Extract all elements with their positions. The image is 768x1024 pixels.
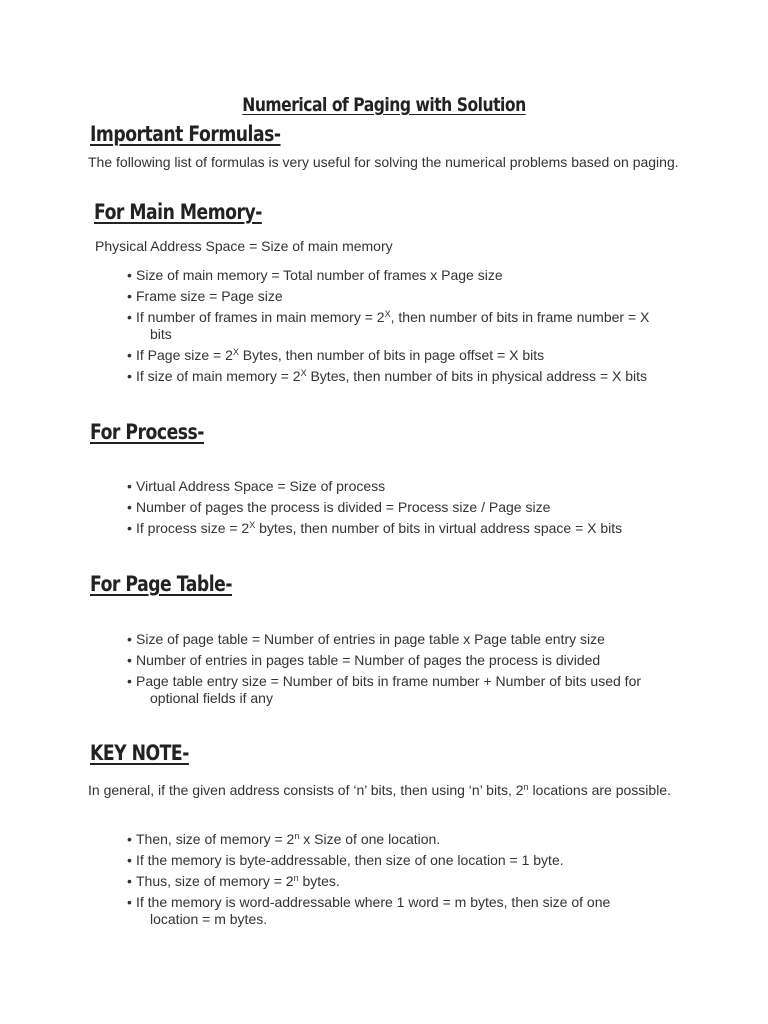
bullet-item <box>127 894 687 928</box>
bullet-text-sup: n <box>293 873 299 883</box>
bullet-text-continuation: bits <box>150 326 172 342</box>
key-note-intro-sup: n <box>523 782 529 792</box>
bullet-dot-icon: • <box>127 520 132 536</box>
bullet-item <box>127 873 687 890</box>
key-note-heading: KEY NOTE- <box>90 741 189 765</box>
bullet-dot-icon: • <box>127 309 132 325</box>
bullet-text-pre: Thus, size of memory = 2 <box>136 873 294 889</box>
bullet-dot-icon: • <box>127 831 132 847</box>
important-formulas-text: The following list of formulas is very useful for solving the numerical problems based on paging. <box>88 154 679 170</box>
bullet-dot-icon: • <box>127 873 132 889</box>
main-memory-heading: For Main Memory- <box>94 200 262 224</box>
bullet-item <box>127 652 687 669</box>
process-list <box>127 478 687 541</box>
bullet-text-pre: If Page size = 2 <box>136 347 233 363</box>
bullet-dot-icon: • <box>127 368 132 384</box>
bullet-text-pre: Frame size = Page size <box>136 288 283 304</box>
bullet-item <box>127 478 687 495</box>
bullet-item <box>127 852 687 869</box>
bullet-dot-icon: • <box>127 894 132 910</box>
bullet-text-sup: X <box>300 368 307 378</box>
bullet-text-pre: Virtual Address Space = Size of process <box>136 478 386 494</box>
bullet-item <box>127 831 687 848</box>
bullet-text-sup: X <box>384 309 391 319</box>
bullet-dot-icon: • <box>127 631 132 647</box>
bullet-dot-icon: • <box>127 652 132 668</box>
bullet-text-pre: Size of page table = Number of entries in page table x Page table entry size <box>136 631 605 647</box>
bullet-text-continuation: optional fields if any <box>150 690 273 706</box>
bullet-item <box>127 520 687 537</box>
bullet-text-pre: If the memory is byte-addressable, then size of one location = 1 byte. <box>136 852 564 868</box>
bullet-text-pre: If process size = 2 <box>136 520 250 536</box>
bullet-dot-icon: • <box>127 288 132 304</box>
bullet-item <box>127 267 687 284</box>
bullet-text-post: x Size of one location. <box>299 831 441 847</box>
bullet-text-post: Bytes, then number of bits in page offset = X bits <box>238 347 545 363</box>
bullet-dot-icon: • <box>127 478 132 494</box>
key-note-list <box>127 831 687 932</box>
bullet-text-pre: Page table entry size = Number of bits in frame number + Number of bits used for <box>136 673 642 689</box>
bullet-text-pre: Number of entries in pages table = Number of pages the process is divided <box>136 652 601 668</box>
bullet-item <box>127 631 687 648</box>
bullet-text-pre: Size of main memory = Total number of frames x Page size <box>136 267 503 283</box>
bullet-text-pre: If number of frames in main memory = 2 <box>136 309 385 325</box>
bullet-text-sup: X <box>232 347 239 357</box>
bullet-item <box>127 347 687 364</box>
bullet-dot-icon: • <box>127 852 132 868</box>
bullet-item <box>127 673 687 707</box>
bullet-text-pre: Number of pages the process is divided = Process size / Page size <box>136 499 551 515</box>
bullet-text-pre: If the memory is word-addressable where 1 word = m bytes, then size of one <box>136 894 611 910</box>
bullet-item <box>127 288 687 305</box>
key-note-intro-post: locations are possible. <box>528 782 671 798</box>
key-note-intro <box>88 782 688 799</box>
bullet-dot-icon: • <box>127 267 132 283</box>
bullet-dot-icon: • <box>127 347 132 363</box>
main-memory-intro: Physical Address Space = Size of main memory <box>95 238 393 254</box>
main-memory-list <box>127 267 687 389</box>
bullet-text-post: , then number of bits in frame number = X <box>390 309 650 325</box>
bullet-text-pre: If size of main memory = 2 <box>136 368 301 384</box>
bullet-text-post: Bytes, then number of bits in physical address = X bits <box>306 368 648 384</box>
page-table-list <box>127 631 687 711</box>
bullet-item <box>127 499 687 516</box>
key-note-intro-pre: In general, if the given address consists of ‘n’ bits, then using ‘n’ bits, 2 <box>88 782 524 798</box>
bullet-text-post: bytes, then number of bits in virtual address space = X bits <box>255 520 623 536</box>
bullet-dot-icon: • <box>127 673 132 689</box>
bullet-text-continuation: location = m bytes. <box>150 911 268 927</box>
bullet-item <box>127 309 687 343</box>
bullet-item <box>127 368 687 385</box>
bullet-text-sup: n <box>294 831 300 841</box>
page-title: Numerical of Paging with Solution <box>242 94 526 116</box>
bullet-text-post: bytes. <box>298 873 340 889</box>
bullet-text-pre: Then, size of memory = 2 <box>136 831 295 847</box>
bullet-dot-icon: • <box>127 499 132 515</box>
important-formulas-heading: Important Formulas- <box>90 122 281 146</box>
process-heading: For Process- <box>90 420 204 444</box>
bullet-text-sup: X <box>249 520 256 530</box>
page-table-heading: For Page Table- <box>90 572 232 596</box>
